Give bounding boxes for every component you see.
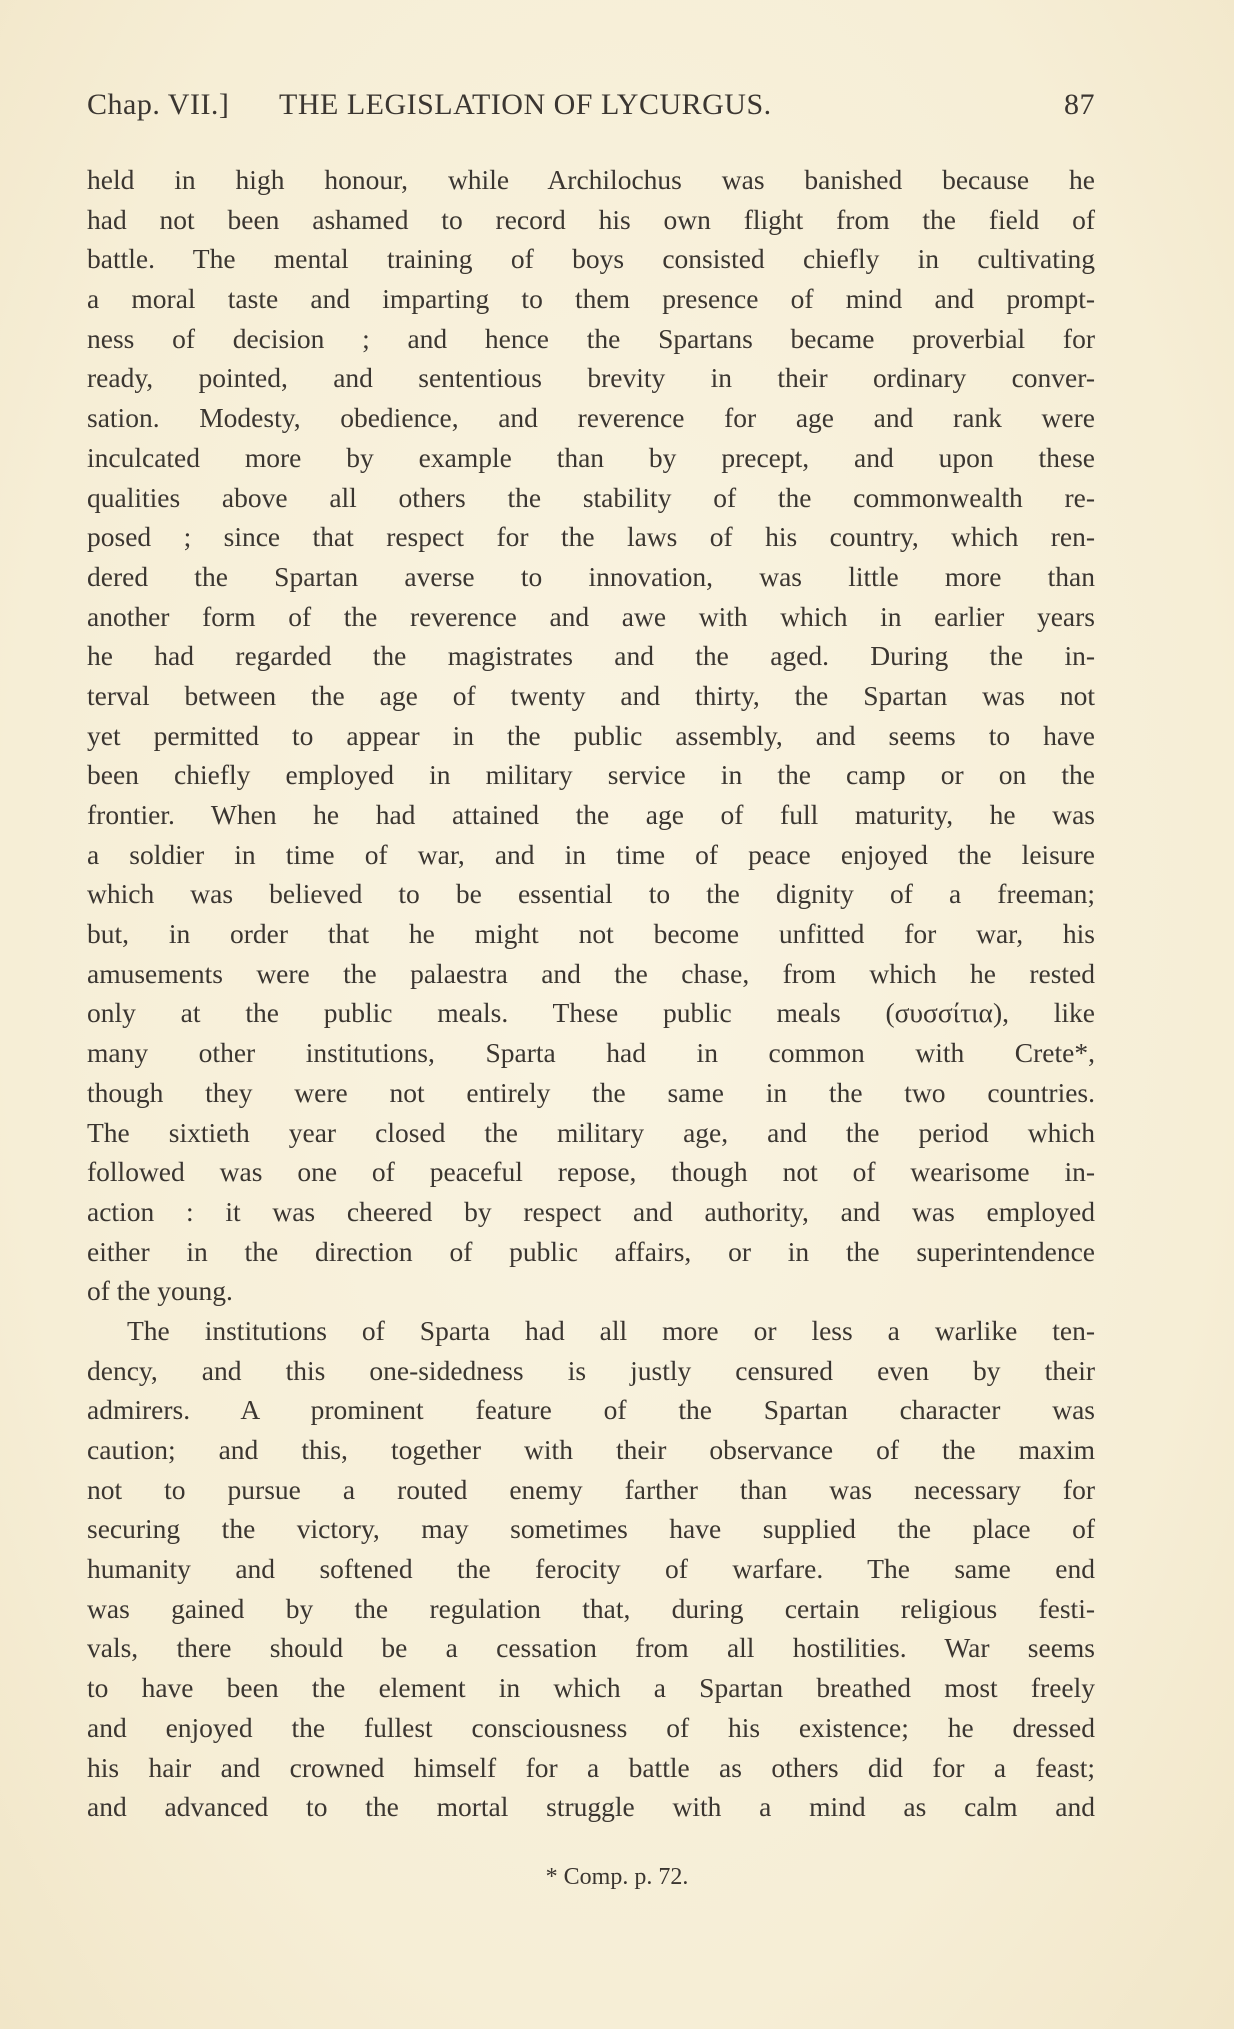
text-line: and enjoyed the fullest consciousness of his existence; he dressed bbox=[87, 1711, 1095, 1743]
text-line: a moral taste and imparting to them presence of mind and prompt- bbox=[87, 283, 1095, 315]
text-line: action : it was cheered by respect and authority, and was employed bbox=[87, 1195, 1095, 1227]
text-line: only at the public meals. These public meals (συσσίτια), like bbox=[87, 997, 1095, 1029]
text-line: either in the direction of public affairs, or in the superintendence bbox=[87, 1235, 1095, 1267]
text-line: admirers. A prominent feature of the Spartan character was bbox=[87, 1394, 1095, 1426]
text-line: dency, and this one-sidedness is justly censured even by their bbox=[87, 1354, 1095, 1386]
text-line: frontier. When he had attained the age of full maturity, he was bbox=[87, 799, 1095, 830]
chapter-title: THE LEGISLATION OF LYCURGUS. bbox=[279, 88, 772, 121]
text-line: another form of the reverence and awe with which in earlier years bbox=[87, 600, 1095, 632]
text-line: inculcated more by example than by precept, and upon these bbox=[87, 441, 1095, 473]
text-line: dered the Spartan averse to innovation, was little more than bbox=[87, 560, 1095, 592]
text-line: The sixtieth year closed the military age, and the period which bbox=[87, 1116, 1095, 1148]
text-line: The institutions of Sparta had all more or less a warlike ten- bbox=[127, 1314, 1095, 1346]
text-line: followed was one of peaceful repose, though not of wearisome in- bbox=[87, 1156, 1095, 1188]
text-line: amusements were the palaestra and the chase, from which he rested bbox=[87, 957, 1095, 989]
text-line: not to pursue a routed enemy farther than was necessary for bbox=[87, 1473, 1095, 1505]
text-line: vals, there should be a cessation from all hostilities. War seems bbox=[87, 1632, 1095, 1664]
text-line: a soldier in time of war, and in time of peace enjoyed the leisure bbox=[87, 838, 1095, 870]
text-line: to have been the element in which a Spartan breathed most freely bbox=[87, 1672, 1095, 1704]
text-line: which was believed to be essential to the dignity of a freeman; bbox=[87, 878, 1095, 910]
text-line: he had regarded the magistrates and the aged. During the in- bbox=[87, 640, 1095, 672]
text-line: battle. The mental training of boys consisted chiefly in cultivating bbox=[87, 243, 1095, 275]
text-line: securing the victory, may sometimes have supplied the place of bbox=[87, 1513, 1095, 1545]
chapter-label: Chap. VII.] bbox=[87, 88, 230, 121]
text-line: held in high honour, while Archilochus was banished because he bbox=[87, 164, 1095, 195]
text-line: many other institutions, Sparta had in common with Crete*, bbox=[87, 1037, 1095, 1069]
text-line: posed ; since that respect for the laws of his country, which ren- bbox=[87, 521, 1095, 553]
text-line: his hair and crowned himself for a battle as others did for a feast; bbox=[87, 1751, 1095, 1783]
text-line: and advanced to the mortal struggle with a mind as calm and bbox=[87, 1791, 1095, 1823]
text-line: though they were not entirely the same in the two countries. bbox=[87, 1076, 1095, 1108]
text-line: ready, pointed, and sententious brevity in their ordinary conver- bbox=[87, 362, 1095, 394]
body-text bbox=[87, 160, 1095, 1827]
text-line: had not been ashamed to record his own flight from the field of bbox=[87, 203, 1095, 235]
text-line: caution; and this, together with their observance of the maxim bbox=[87, 1434, 1095, 1465]
text-line: of the young. bbox=[87, 1275, 233, 1307]
running-header bbox=[87, 88, 1095, 128]
footnote: * Comp. p. 72. bbox=[545, 1864, 689, 1890]
text-line: qualities above all others the stability of the commonwealth re- bbox=[87, 481, 1095, 513]
text-line: yet permitted to appear in the public assembly, and seems to have bbox=[87, 719, 1095, 751]
text-line: was gained by the regulation that, during certain religious festi- bbox=[87, 1592, 1095, 1624]
text-line: sation. Modesty, obedience, and reverence for age and rank were bbox=[87, 402, 1095, 434]
text-line: terval between the age of twenty and thirty, the Spartan was not bbox=[87, 679, 1095, 711]
text-line: ness of decision ; and hence the Spartans became proverbial for bbox=[87, 322, 1095, 354]
text-line: humanity and softened the ferocity of warfare. The same end bbox=[87, 1553, 1095, 1585]
text-line: been chiefly employed in military service in the camp or on the bbox=[87, 759, 1095, 791]
page-number: 87 bbox=[1064, 88, 1095, 121]
text-line: but, in order that he might not become unfitted for war, his bbox=[87, 918, 1095, 950]
